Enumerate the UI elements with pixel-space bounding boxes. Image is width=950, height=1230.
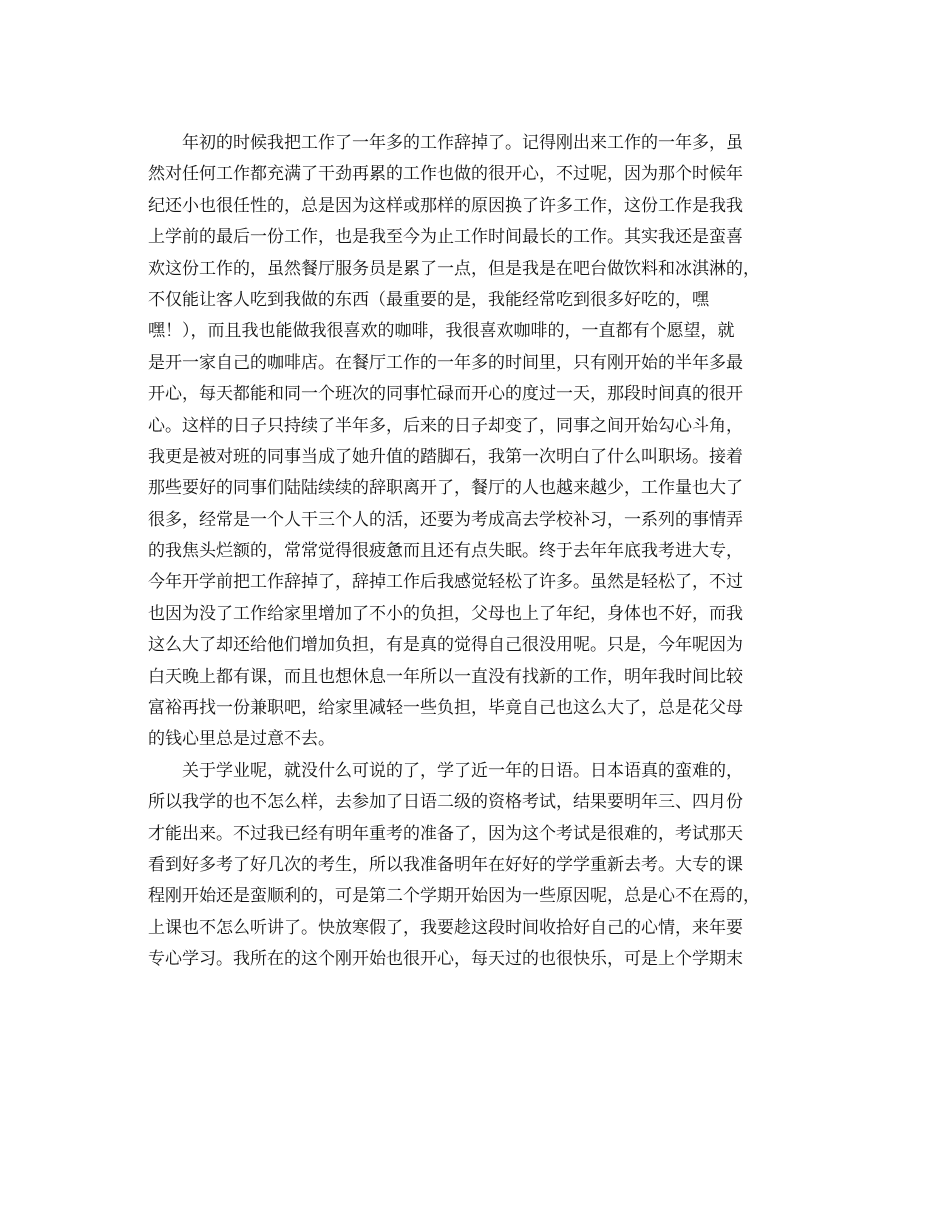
text-line: 纪还小也很任性的，总是因为这样或那样的原因换了许多工作，这份工作是我我 [148, 195, 743, 216]
text-line: 程刚开始还是蛮顺利的，可是第二个学期开始因为一些原因呢，总是心不在焉的， [148, 886, 760, 907]
text-line: 的我焦头烂额的，常常觉得很疲惫而且还有点失眠。终于去年年底我考进大专， [148, 541, 743, 562]
text-line: 年初的时候我把工作了一年多的工作辞掉了。记得刚出来工作的一年多，虽 [182, 133, 743, 153]
text-line: 专心学习。我所在的这个刚开始也很开心，每天过的也很快乐，可是上个学期末 [148, 949, 743, 970]
text-line: 嘿！），而且我也能做我很喜欢的咖啡，我很喜欢咖啡的，一直都有个愿望，就 [148, 321, 735, 342]
paragraph-1 [148, 128, 808, 756]
text-line: 开心，每天都能和同一个班次的同事忙碌而开心的度过一天，那段时间真的很开 [148, 384, 743, 405]
text-line: 上课也不怎么听讲了。快放寒假了，我要趁这段时间收拾好自己的心情，来年要 [148, 917, 743, 938]
text-line: 才能出来。不过我已经有明年重考的准备了，因为这个考试是很难的，考试那天 [148, 823, 743, 844]
text-line: 白天晚上都有课，而且也想休息一年所以一直没有找新的工作，明年我时间比较 [148, 666, 743, 687]
text-line: 然对任何工作都充满了干劲再累的工作也做的很开心，不过呢，因为那个时候年 [148, 164, 743, 185]
text-line: 很多，经常是一个人干三个人的活，还要为考成高去学校补习，一系列的事情弄 [148, 509, 743, 530]
text-line: 也因为没了工作给家里增加了不小的负担，父母也上了年纪，身体也不好，而我 [148, 603, 743, 624]
text-line: 今年开学前把工作辞掉了，辞掉工作后我感觉轻松了许多。虽然是轻松了，不过 [148, 572, 743, 593]
text-line: 关于学业呢，就没什么可说的了，学了近一年的日语。日本语真的蛮难的， [182, 760, 743, 781]
text-line: 这么大了却还给他们增加负担，有是真的觉得自己很没用呢。只是，今年呢因为 [148, 635, 743, 656]
text-line: 的钱心里总是过意不去。 [148, 729, 335, 750]
text-line: 我更是被对班的同事当成了她升值的踏脚石，我第一次明白了什么叫职场。接着 [148, 446, 743, 467]
text-line: 所以我学的也不怎么样，去参加了日语二级的资格考试，结果要明年三、四月份 [148, 792, 743, 813]
text-line: 欢这份工作的，虽然餐厅服务员是累了一点，但是我是在吧台做饮料和冰淇淋的， [148, 258, 760, 279]
text-line: 心。这样的日子只持续了半年多，后来的日子却变了，同事之间开始勾心斗角， [148, 415, 743, 436]
text-line: 看到好多考了好几次的考生，所以我准备明年在好好的学学重新去考。大专的课 [148, 854, 743, 875]
text-line: 那些要好的同事们陆陆续续的辞职离开了，餐厅的人也越来越少，工作量也大了 [148, 478, 743, 499]
paragraph-2 [148, 756, 808, 976]
text-line: 不仅能让客人吃到我做的东西（最重要的是，我能经常吃到很多好吃的，嘿 [148, 289, 709, 310]
text-line: 上学前的最后一份工作，也是我至今为止工作时间最长的工作。其实我还是蛮喜 [148, 227, 743, 248]
document-body [148, 128, 808, 976]
text-line: 富裕再找一份兼职吧，给家里减轻一些负担，毕竟自己也这么大了，总是花父母 [148, 698, 743, 719]
text-line: 是开一家自己的咖啡店。在餐厅工作的一年多的时间里，只有刚开始的半年多最 [148, 352, 743, 373]
